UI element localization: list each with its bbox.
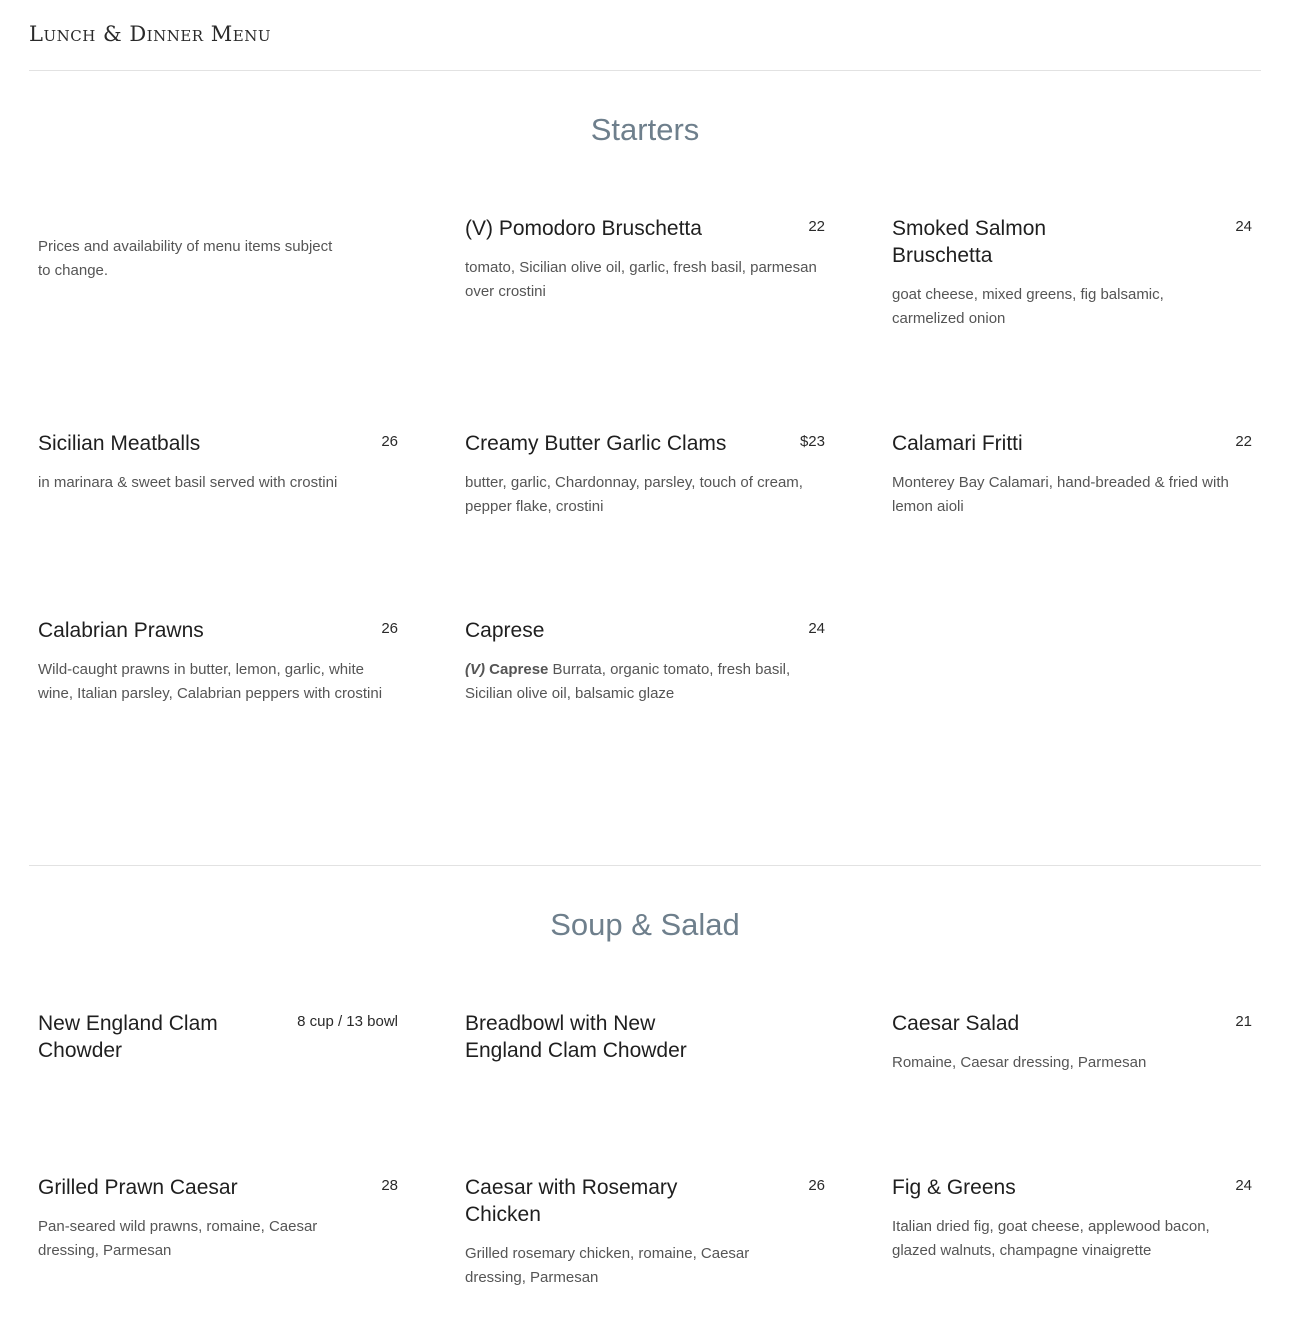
menu-item [38, 1174, 398, 1263]
item-name: Caesar Salad [892, 1012, 1020, 1035]
menu-item [465, 430, 825, 519]
item-description: butter, garlic, Chardonnay, parsley, touch of cream, pepper flake, crostini [465, 474, 803, 515]
item-name: Calabrian Prawns [38, 619, 204, 642]
item-name: Smoked Salmon Bruschetta [892, 217, 1047, 267]
desc-text: Burrata, organic tomato, fresh basil, Sicilian olive oil, balsamic glaze [465, 661, 791, 702]
item-name: Grilled Prawn Caesar [38, 1176, 238, 1199]
item-price: 22 [1235, 433, 1252, 450]
item-description: in marinara & sweet basil served with crostini [38, 474, 338, 491]
section-title-starters: Starters [590, 112, 700, 147]
item-description: Grilled rosemary chicken, romaine, Caesar dressing, Parmesan [465, 1245, 750, 1286]
item-price: 22 [808, 218, 825, 235]
item-name: New England Clam Chowder [38, 1012, 218, 1062]
menu-item [465, 215, 825, 304]
item-description: Wild-caught prawns in butter, lemon, garlic, white wine, Italian parsley, Calabrian peppers with crostini [38, 661, 383, 702]
item-description: Monterey Bay Calamari, hand-breaded & fried with lemon aioli [892, 474, 1229, 515]
menu-item [38, 617, 398, 706]
page-title: Lunch & Dinner Menu [29, 22, 271, 46]
item-price: 26 [808, 1177, 825, 1194]
item-description: tomato, Sicilian olive oil, garlic, fresh basil, parmesan over crostini [465, 259, 817, 300]
item-description: Romaine, Caesar dressing, Parmesan [892, 1054, 1147, 1071]
menu-item [465, 1010, 825, 1064]
section-title-soup-salad: Soup & Salad [550, 907, 740, 942]
item-name: (V) Pomodoro Bruschetta [465, 217, 702, 240]
item-name: Fig & Greens [892, 1176, 1016, 1199]
item-name: Calamari Fritti [892, 432, 1023, 455]
item-name: Sicilian Meatballs [38, 432, 201, 455]
item-price: 8 cup / 13 bowl [297, 1013, 398, 1030]
vegetarian-marker: (V) [465, 661, 485, 678]
section-divider [29, 865, 1261, 866]
item-price: 24 [1235, 218, 1252, 235]
item-price: 28 [381, 1177, 398, 1194]
item-name: Creamy Butter Garlic Clams [465, 432, 727, 455]
header-divider [29, 70, 1261, 71]
menu-item [892, 215, 1252, 331]
menu-item [892, 1010, 1252, 1075]
item-price: $23 [799, 433, 825, 450]
item-description: Pan-seared wild prawns, romaine, Caesar dressing, Parmesan [38, 1218, 318, 1259]
item-name: Caprese [465, 619, 545, 642]
item-price: 21 [1235, 1013, 1252, 1030]
menu-item [38, 430, 398, 495]
item-description [465, 658, 825, 706]
menu-item [892, 1174, 1252, 1263]
item-price: 26 [381, 433, 398, 450]
item-price: 24 [808, 620, 825, 637]
menu-item [892, 430, 1252, 519]
item-price: 26 [381, 620, 398, 637]
desc-prefix-name: Caprese [489, 661, 549, 678]
menu-item [465, 617, 825, 706]
menu-item [38, 1010, 398, 1064]
item-name: Caesar with Rosemary Chicken [465, 1176, 678, 1226]
item-name: Breadbowl with New England Clam Chowder [465, 1012, 687, 1062]
menu-note: Prices and availability of menu items subject to change. [38, 238, 333, 279]
item-description: Italian dried fig, goat cheese, applewood bacon, glazed walnuts, champagne vinaigrette [892, 1218, 1210, 1259]
item-price: 24 [1235, 1177, 1252, 1194]
item-description: goat cheese, mixed greens, fig balsamic, carmelized onion [892, 286, 1164, 327]
menu-item [465, 1174, 825, 1290]
